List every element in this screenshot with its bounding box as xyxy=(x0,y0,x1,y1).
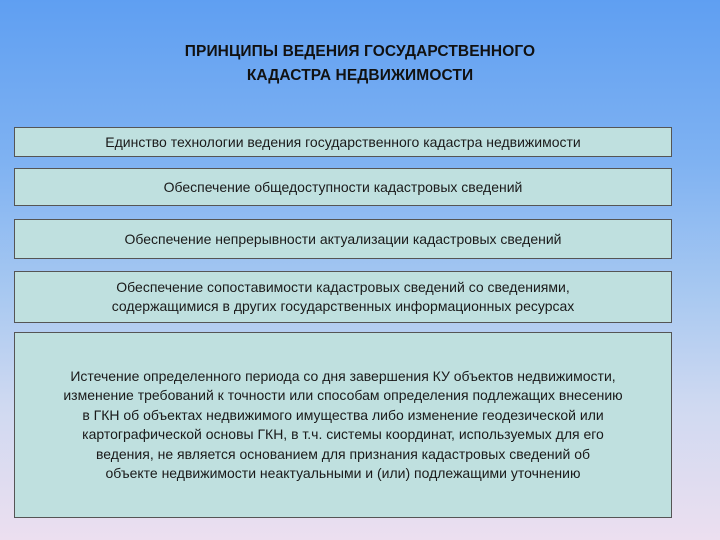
principle-box-comparability xyxy=(14,271,672,323)
page-title xyxy=(0,40,720,88)
principle-line: объекте недвижимости неактуальными и (или) подлежащими уточнению xyxy=(105,465,581,481)
principle-text xyxy=(63,367,622,484)
principle-text xyxy=(105,133,580,152)
principle-text xyxy=(125,230,562,249)
principle-line: Истечение определенного периода со дня завершения КУ объектов недвижимости, xyxy=(70,367,616,384)
principle-box-accessibility xyxy=(14,168,672,206)
principle-box-unity xyxy=(14,127,672,157)
principle-line: в ГКН об объектах недвижимого имущества либо изменение геодезической или xyxy=(82,406,604,423)
principle-line: Обеспечение общедоступности кадастровых сведений xyxy=(163,178,523,195)
principle-line: изменение требований к точности или способам определения подлежащих внесению xyxy=(63,387,623,403)
principle-line: картографической основы ГКН, в т.ч. системы координат, используемых для его xyxy=(82,426,604,442)
principle-line: Обеспечение непрерывности актуализации кадастровых сведений xyxy=(124,230,562,247)
principle-box-period-expiry xyxy=(14,332,672,518)
page-title-line-1: ПРИНЦИПЫ ВЕДЕНИЯ ГОСУДАРСТВЕННОГО xyxy=(184,43,536,60)
principle-text xyxy=(164,178,523,197)
principle-line: Обеспечение сопоставимости кадастровых сведений со сведениями, xyxy=(116,279,570,295)
principle-box-continuity xyxy=(14,219,672,259)
principle-line: ведения, не является основанием для признания кадастровых сведений об xyxy=(95,445,591,462)
principle-line: содержащимися в других государственных информационных ресурсах xyxy=(111,298,575,314)
principle-text xyxy=(112,278,575,316)
page-title-line-2: КАДАСТРА НЕДВИЖИМОСТИ xyxy=(246,67,474,84)
principle-line: Единство технологии ведения государственного кадастра недвижимости xyxy=(105,133,581,150)
